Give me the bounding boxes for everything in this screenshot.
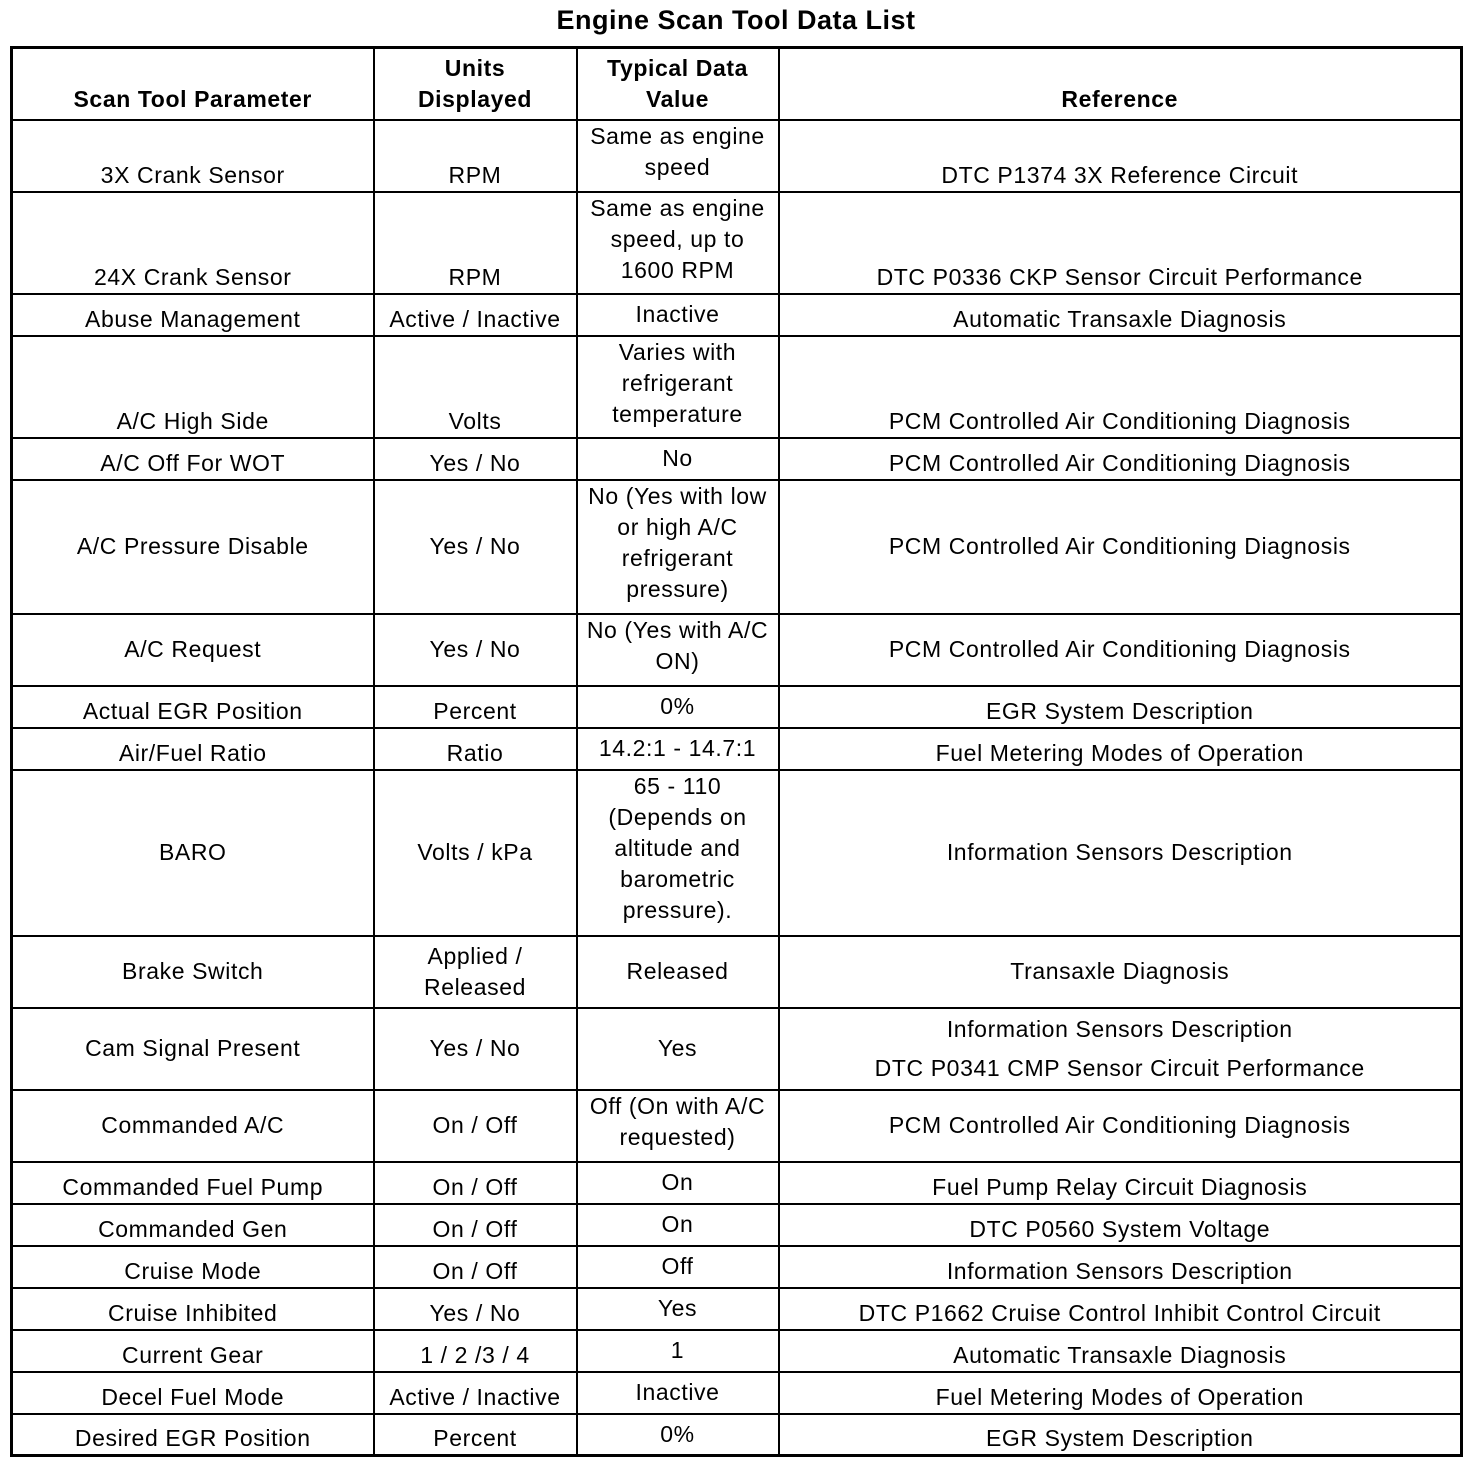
cell-reference: Fuel Metering Modes of Operation <box>779 1372 1462 1414</box>
cell-parameter: A/C Pressure Disable <box>12 480 374 614</box>
cell-reference: Fuel Metering Modes of Operation <box>779 728 1462 770</box>
cell-units: Percent <box>374 686 577 728</box>
cell-reference: PCM Controlled Air Conditioning Diagnosis <box>779 1090 1462 1162</box>
table-row <box>12 1372 1462 1414</box>
cell-value: 1 <box>577 1330 779 1372</box>
cell-parameter: Current Gear <box>12 1330 374 1372</box>
cell-value: Same as engine speed <box>577 120 779 192</box>
cell-reference: Information Sensors Description <box>779 1246 1462 1288</box>
cell-reference: Fuel Pump Relay Circuit Diagnosis <box>779 1162 1462 1204</box>
table-row <box>12 614 1462 686</box>
reference-line-2: DTC P0341 CMP Sensor Circuit Performance <box>874 1054 1365 1081</box>
cell-parameter: A/C High Side <box>12 336 374 438</box>
header-reference: Reference <box>779 48 1462 120</box>
cell-value: Inactive <box>577 1372 779 1414</box>
table-row <box>12 480 1462 614</box>
reference-line-1: Information Sensors Description <box>946 1015 1293 1042</box>
cell-parameter: A/C Request <box>12 614 374 686</box>
cell-units: Active / Inactive <box>374 294 577 336</box>
cell-value: No <box>577 438 779 480</box>
cell-value: 65 - 110 (Depends on altitude and barometric pressure). <box>577 770 779 936</box>
cell-reference: DTC P0560 System Voltage <box>779 1204 1462 1246</box>
cell-units: RPM <box>374 192 577 294</box>
cell-parameter: 24X Crank Sensor <box>12 192 374 294</box>
cell-parameter: Actual EGR Position <box>12 686 374 728</box>
table-row <box>12 770 1462 936</box>
cell-units: Active / Inactive <box>374 1372 577 1414</box>
cell-value: Released <box>577 936 779 1008</box>
cell-parameter: 3X Crank Sensor <box>12 120 374 192</box>
cell-reference: PCM Controlled Air Conditioning Diagnosis <box>779 614 1462 686</box>
table-row <box>12 936 1462 1008</box>
cell-value: Yes <box>577 1008 779 1090</box>
header-units-line1: Units <box>444 54 506 81</box>
cell-units: Yes / No <box>374 614 577 686</box>
cell-reference <box>779 1008 1462 1090</box>
cell-parameter: Commanded Gen <box>12 1204 374 1246</box>
table-row <box>12 686 1462 728</box>
cell-reference: EGR System Description <box>779 686 1462 728</box>
cell-units: Yes / No <box>374 480 577 614</box>
cell-value: 0% <box>577 1414 779 1456</box>
table-row <box>12 728 1462 770</box>
cell-reference: PCM Controlled Air Conditioning Diagnosis <box>779 438 1462 480</box>
header-units-line2: Displayed <box>417 85 533 112</box>
cell-parameter: Decel Fuel Mode <box>12 1372 374 1414</box>
table-row <box>12 120 1462 192</box>
table-row <box>12 192 1462 294</box>
cell-parameter: Abuse Management <box>12 294 374 336</box>
cell-value: No (Yes with A/C ON) <box>577 614 779 686</box>
cell-value: On <box>577 1162 779 1204</box>
cell-parameter: Commanded A/C <box>12 1090 374 1162</box>
cell-value: Inactive <box>577 294 779 336</box>
cell-units: Volts / kPa <box>374 770 577 936</box>
table-row <box>12 336 1462 438</box>
cell-value: On <box>577 1204 779 1246</box>
header-parameter: Scan Tool Parameter <box>12 48 374 120</box>
header-units <box>374 48 577 120</box>
cell-units: Percent <box>374 1414 577 1456</box>
cell-units: On / Off <box>374 1204 577 1246</box>
cell-parameter: Cruise Inhibited <box>12 1288 374 1330</box>
table-row <box>12 1330 1462 1372</box>
page-title: Engine Scan Tool Data List <box>556 5 916 35</box>
cell-reference: Automatic Transaxle Diagnosis <box>779 294 1462 336</box>
cell-units: On / Off <box>374 1162 577 1204</box>
table-row <box>12 1162 1462 1204</box>
cell-value: Off <box>577 1246 779 1288</box>
table-row <box>12 1090 1462 1162</box>
cell-value: Varies with refrigerant temperature <box>577 336 779 438</box>
table-row <box>12 438 1462 480</box>
table-row <box>12 1204 1462 1246</box>
header-value-line1: Typical Data <box>607 54 748 81</box>
table-row <box>12 1008 1462 1090</box>
cell-units: On / Off <box>374 1246 577 1288</box>
cell-parameter: Cruise Mode <box>12 1246 374 1288</box>
cell-units: Applied / Released <box>374 936 577 1008</box>
cell-parameter: A/C Off For WOT <box>12 438 374 480</box>
table-row <box>12 294 1462 336</box>
cell-units: 1 / 2 /3 / 4 <box>374 1330 577 1372</box>
cell-units: Yes / No <box>374 1008 577 1090</box>
cell-parameter: Brake Switch <box>12 936 374 1008</box>
cell-value: Same as engine speed, up to 1600 RPM <box>577 192 779 294</box>
cell-reference: DTC P0336 CKP Sensor Circuit Performance <box>779 192 1462 294</box>
cell-reference: Information Sensors Description <box>779 770 1462 936</box>
header-value <box>577 48 779 120</box>
cell-value: No (Yes with low or high A/C refrigerant pressure) <box>577 480 779 614</box>
cell-parameter: Cam Signal Present <box>12 1008 374 1090</box>
table-row <box>12 1246 1462 1288</box>
header-row <box>12 48 1462 120</box>
cell-reference: DTC P1374 3X Reference Circuit <box>779 120 1462 192</box>
table-row <box>12 1414 1462 1456</box>
cell-units: Ratio <box>374 728 577 770</box>
cell-units: Yes / No <box>374 438 577 480</box>
cell-units: On / Off <box>374 1090 577 1162</box>
cell-parameter: BARO <box>12 770 374 936</box>
cell-units: RPM <box>374 120 577 192</box>
cell-reference: EGR System Description <box>779 1414 1462 1456</box>
cell-value: 0% <box>577 686 779 728</box>
cell-reference: Transaxle Diagnosis <box>779 936 1462 1008</box>
cell-units: Yes / No <box>374 1288 577 1330</box>
table-row <box>12 1288 1462 1330</box>
cell-value: Yes <box>577 1288 779 1330</box>
cell-reference: DTC P1662 Cruise Control Inhibit Control Circuit <box>779 1288 1462 1330</box>
cell-value: 14.2:1 - 14.7:1 <box>577 728 779 770</box>
cell-value: Off (On with A/C requested) <box>577 1090 779 1162</box>
cell-reference: Automatic Transaxle Diagnosis <box>779 1330 1462 1372</box>
cell-reference: PCM Controlled Air Conditioning Diagnosis <box>779 480 1462 614</box>
cell-parameter: Air/Fuel Ratio <box>12 728 374 770</box>
cell-reference: PCM Controlled Air Conditioning Diagnosis <box>779 336 1462 438</box>
cell-parameter: Commanded Fuel Pump <box>12 1162 374 1204</box>
cell-units: Volts <box>374 336 577 438</box>
header-value-line2: Value <box>645 85 710 112</box>
cell-parameter: Desired EGR Position <box>12 1414 374 1456</box>
scan-tool-data-table <box>10 46 1463 1457</box>
